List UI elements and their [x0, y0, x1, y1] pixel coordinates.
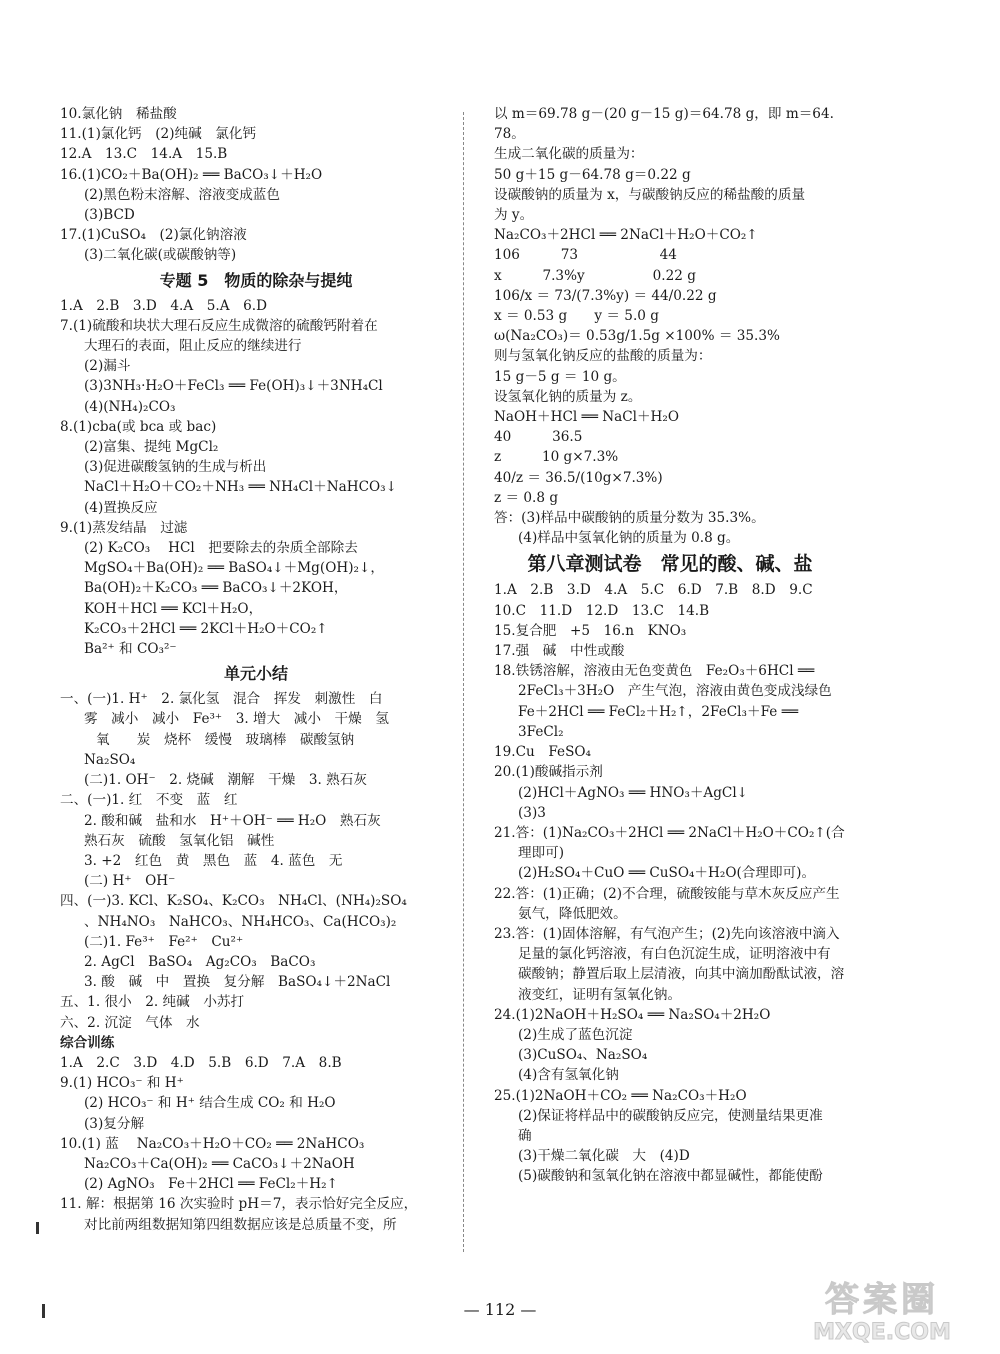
answer-line: 2FeCl₃＋3H₂O 产生气泡，溶液由黄色变成浅绿色 — [518, 683, 832, 700]
answer-line: 22.答：(1)正确；(2)不合理，硫酸铵能与草木灰反应产生 — [494, 885, 840, 902]
answer-line: 23.答：(1)固体溶解，有气泡产生；(2)先向该溶液中滴入 — [494, 925, 840, 942]
section-heading: 专题 5 物质的除杂与提纯 — [159, 270, 353, 290]
answer-line: 氧 炭 烧杯 缓慢 玻璃棒 碳酸氢钠 — [96, 731, 355, 748]
left-column — [60, 104, 452, 1235]
answer-line: 19.Cu FeSO₄ — [494, 744, 592, 761]
answer-line: Na₂CO₃＋Ca(OH)₂ ══ CaCO₃↓＋2NaOH — [84, 1155, 355, 1172]
answer-line: 17.强 碱 中性或酸 — [494, 643, 625, 660]
answer-line: 106/x ＝ 73/(7.3%y) ＝ 44/0.22 g — [494, 287, 717, 304]
answer-line: (2) AgNO₃ Fe＋2HCl ══ FeCl₂＋H₂↑ — [84, 1176, 338, 1193]
answer-line: Na₂SO₄ — [84, 751, 136, 768]
answer-line: 7.(1)硫酸和块状大理石反应生成微溶的硫酸钙附着在 — [60, 317, 378, 334]
scan-mark — [42, 1304, 45, 1318]
answer-line: (2)HCl＋AgNO₃ ══ HNO₃＋AgCl↓ — [518, 784, 749, 801]
answer-line: 五、1. 很小 2. 纯碱 小苏打 — [60, 994, 245, 1011]
answer-line: Ba(OH)₂＋K₂CO₃ ══ BaCO₃↓＋2KOH， — [84, 580, 348, 597]
answer-line: (4)置换反应 — [84, 499, 158, 516]
answer-line: 10.C 11.D 12.D 13.C 14.B — [494, 602, 710, 619]
answer-line: x 7.3%y 0.22 g — [494, 267, 696, 284]
answer-line: 3. +2 红色 黄 黑色 蓝 4. 蓝色 无 — [84, 852, 343, 869]
page-number: — 112 — — [463, 1300, 537, 1319]
answer-line: 足量的氯化钙溶液，有白色沉淀生成，证明溶液中有 — [518, 946, 831, 963]
answer-line: NaOH＋HCl ══ NaCl＋H₂O — [494, 409, 679, 426]
chapter-heading: 第八章测试卷 常见的酸、碱、盐 — [527, 553, 813, 576]
answer-line: (3)促进碳酸氢钠的生成与析出 — [84, 459, 267, 476]
answer-line: 、NH₄NO₃ NaHCO₃、NH₄HCO₃、Ca(HCO₃)₂ — [84, 913, 397, 930]
answer-line: 1.A 2.B 3.D 4.A 5.C 6.D 7.B 8.D 9.C — [494, 582, 813, 599]
answer-line: 78。 — [494, 126, 525, 143]
answer-line: 21.答：(1)Na₂CO₃＋2HCl ══ 2NaCl＋H₂O＋CO₂↑(合 — [494, 824, 845, 841]
answer-line: Fe＋2HCl ══ FeCl₂＋H₂↑，2FeCl₃＋Fe ══ — [518, 703, 798, 720]
answer-line: K₂CO₃＋2HCl ══ 2KCl＋H₂O＋CO₂↑ — [84, 620, 328, 637]
answer-line: 8.(1)cba(或 bca 或 bac) — [60, 418, 217, 435]
answer-line: (3)3NH₃·H₂O＋FeCl₃ ══ Fe(OH)₃↓＋3NH₄Cl — [84, 378, 383, 395]
answer-line: 10.氯化钠 稀盐酸 — [60, 106, 177, 122]
answer-line: 生成二氧化碳的质量为： — [494, 146, 644, 163]
answer-line: 为 y。 — [494, 207, 534, 224]
answer-line: 四、(一)3. KCl、K₂SO₄、K₂CO₃ NH₄Cl、(NH₄)₂SO₄ — [60, 893, 407, 910]
answer-line: 答：(3)样品中碳酸钠的质量分数为 35.3%。 — [494, 510, 765, 527]
watermark-logo — [782, 1280, 982, 1352]
watermark-site-text: MXQE.COM — [813, 1320, 951, 1345]
answer-line: 24.(1)2NaOH＋H₂SO₄ ══ Na₂SO₄＋2H₂O — [494, 1006, 771, 1023]
answer-line: 碳酸钠；静置后取上层清液，向其中滴加酚酞试液，溶 — [518, 966, 845, 983]
answer-line: 1.A 2.C 3.D 4.D 5.B 6.D 7.A 8.B — [60, 1054, 342, 1071]
answer-line: z 10 g×7.3% — [494, 449, 619, 466]
scan-mark — [36, 1222, 39, 1234]
answer-line: 3FeCl₂ — [518, 723, 564, 740]
answer-line: 确 — [518, 1127, 532, 1144]
answer-line: (二)1. Fe³⁺ Fe²⁺ Cu²⁺ — [84, 933, 244, 950]
answer-line: 40 36.5 — [494, 429, 583, 446]
answer-line: (3)复分解 — [84, 1115, 145, 1132]
answer-line: (二) H⁺ OH⁻ — [84, 873, 176, 890]
answer-line: KOH＋HCl ══ KCl＋H₂O， — [84, 600, 263, 617]
section-heading: 单元小结 — [223, 664, 288, 684]
answer-line: 16.(1)CO₂＋Ba(OH)₂ ══ BaCO₃↓＋H₂O — [60, 166, 323, 183]
answer-line: (2)生成了蓝色沉淀 — [518, 1026, 633, 1043]
column-divider — [463, 112, 464, 1252]
answer-line: 二、(一)1. 红 不变 蓝 红 — [60, 792, 238, 809]
answer-line: 10.(1) 蓝 Na₂CO₃＋H₂O＋CO₂ ══ 2NaHCO₃ — [60, 1135, 365, 1152]
answer-line: 11.(1)氯化钙 (2)纯碱 氯化钙 — [60, 126, 257, 143]
answer-line: (2) HCO₃⁻ 和 H⁺ 结合生成 CO₂ 和 H₂O — [84, 1095, 336, 1112]
answer-line: 3. 酸 碱 中 置换 复分解 BaSO₄↓＋2NaCl — [84, 974, 391, 991]
answer-line: (2)H₂SO₄＋CuO ══ CuSO₄＋H₂O(合理即可)。 — [518, 865, 816, 882]
answer-line: 对比前两组数据知第四组数据应该是总质量不变，所 — [84, 1216, 397, 1233]
answer-line: 18.铁锈溶解，溶液由无色变黄色 Fe₂O₃＋6HCl ══ — [494, 663, 815, 680]
answer-line: 50 g＋15 g－64.78 g＝0.22 g — [494, 166, 691, 183]
answer-line: Na₂CO₃＋2HCl ══ 2NaCl＋H₂O＋CO₂↑ — [494, 227, 758, 244]
answer-line: (3)BCD — [84, 207, 135, 224]
answer-line: 106 73 44 — [494, 247, 677, 264]
answer-line: 液变红，证明有氢氧化钠。 — [518, 986, 682, 1003]
answer-line: 25.(1)2NaOH＋CO₂ ══ Na₂CO₃＋H₂O — [494, 1087, 747, 1104]
answer-line: (4)含有氢氧化钠 — [518, 1067, 619, 1084]
answer-line: (2)富集、提纯 MgCl₂ — [84, 439, 219, 456]
answer-line: 40/z ＝ 36.5/(10g×7.3%) — [494, 469, 663, 486]
answer-line: 15 g－5 g ＝ 10 g。 — [494, 368, 626, 385]
watermark-logo-text: 答案圈 — [825, 1280, 939, 1320]
answer-line: NaCl＋H₂O＋CO₂＋NH₃ ══ NH₄Cl＋NaHCO₃↓ — [84, 479, 397, 496]
answer-line: 大理石的表面，阻止反应的继续进行 — [84, 338, 302, 355]
answer-line: 17.(1)CuSO₄ (2)氯化钠溶液 — [60, 227, 247, 244]
answer-line: 11. 解：根据第 16 次实验时 pH＝7，表示恰好完全反应， — [60, 1196, 418, 1213]
answer-line: 2. AgCl BaSO₄ Ag₂CO₃ BaCO₃ — [84, 953, 316, 970]
subsection-heading: 综合训练 — [60, 1034, 115, 1051]
answer-line: 以 m＝69.78 g－(20 g－15 g)＝64.78 g，即 m＝64. — [494, 106, 834, 122]
answer-line: x ＝ 0.53 g y ＝ 5.0 g — [494, 308, 659, 325]
answer-line: (2)保证将样品中的碳酸钠反应完，使测量结果更准 — [518, 1107, 823, 1124]
answer-line: 15.复合肥 +5 16.n KNO₃ — [494, 622, 687, 639]
answer-line: 12.A 13.C 14.A 15.B — [60, 146, 228, 163]
answer-line: 2. 酸和碱 盐和水 H⁺＋OH⁻ ══ H₂O 熟石灰 — [84, 812, 381, 829]
answer-line: (3)CuSO₄、Na₂SO₄ — [518, 1047, 648, 1064]
answer-line: 20.(1)酸碱指示剂 — [494, 764, 603, 781]
answer-line: 一、(一)1. H⁺ 2. 氯化氢 混合 挥发 刺激性 白 — [60, 691, 383, 708]
answer-line: 设碳酸钠的质量为 x，与碳酸钠反应的稀盐酸的质量 — [494, 186, 806, 203]
answer-line: 熟石灰 硫酸 氢氧化铝 碱性 — [84, 832, 275, 849]
answer-line: 则与氢氧化钠反应的盐酸的质量为： — [494, 348, 712, 365]
answer-line: 氨气，降低肥效。 — [518, 905, 627, 922]
answer-line: (2) K₂CO₃ HCl 把要除去的杂质全部除去 — [84, 540, 358, 557]
answer-line: MgSO₄＋Ba(OH)₂ ══ BaSO₄↓＋Mg(OH)₂↓， — [84, 560, 384, 577]
answer-line: (5)碳酸钠和氢氧化钠在溶液中都显碱性，都能使酚 — [518, 1168, 823, 1185]
answer-line: z ＝ 0.8 g — [494, 489, 559, 506]
answer-line: (3)干燥二氧化碳 大 (4)D — [518, 1148, 690, 1165]
answer-line: (4)样品中氢氧化钠的质量为 0.8 g。 — [518, 530, 740, 547]
answer-line: (4)(NH₄)₂CO₃ — [84, 398, 176, 415]
answer-line: 雾 减小 减小 Fe³⁺ 3. 增大 减小 干燥 氢 — [84, 711, 389, 728]
answer-line: 9.(1)蒸发结晶 过滤 — [60, 519, 188, 536]
answer-line: (二)1. OH⁻ 2. 烧碱 潮解 干燥 3. 熟石灰 — [84, 772, 367, 789]
answer-line: (2)漏斗 — [84, 358, 131, 375]
answer-line: 理即可) — [518, 845, 565, 862]
answer-line: (3)二氧化碳(或碳酸钠等) — [84, 247, 237, 264]
answer-line: ω(Na₂CO₃)＝ 0.53g/1.5g ×100% ＝ 35.3% — [494, 328, 780, 345]
answer-line: 9.(1) HCO₃⁻ 和 H⁺ — [60, 1075, 184, 1092]
answer-line: Ba²⁺ 和 CO₃²⁻ — [84, 641, 177, 658]
answer-line: 1.A 2.B 3.D 4.A 5.A 6.D — [60, 297, 268, 314]
right-column — [494, 104, 846, 1187]
answer-line: (3)3 — [518, 804, 546, 821]
answer-line: 设氢氧化钠的质量为 z。 — [494, 388, 642, 405]
answer-line: (2)黑色粉末溶解、溶液变成蓝色 — [84, 186, 280, 203]
answer-line: 六、2. 沉淀 气体 水 — [60, 1014, 200, 1031]
